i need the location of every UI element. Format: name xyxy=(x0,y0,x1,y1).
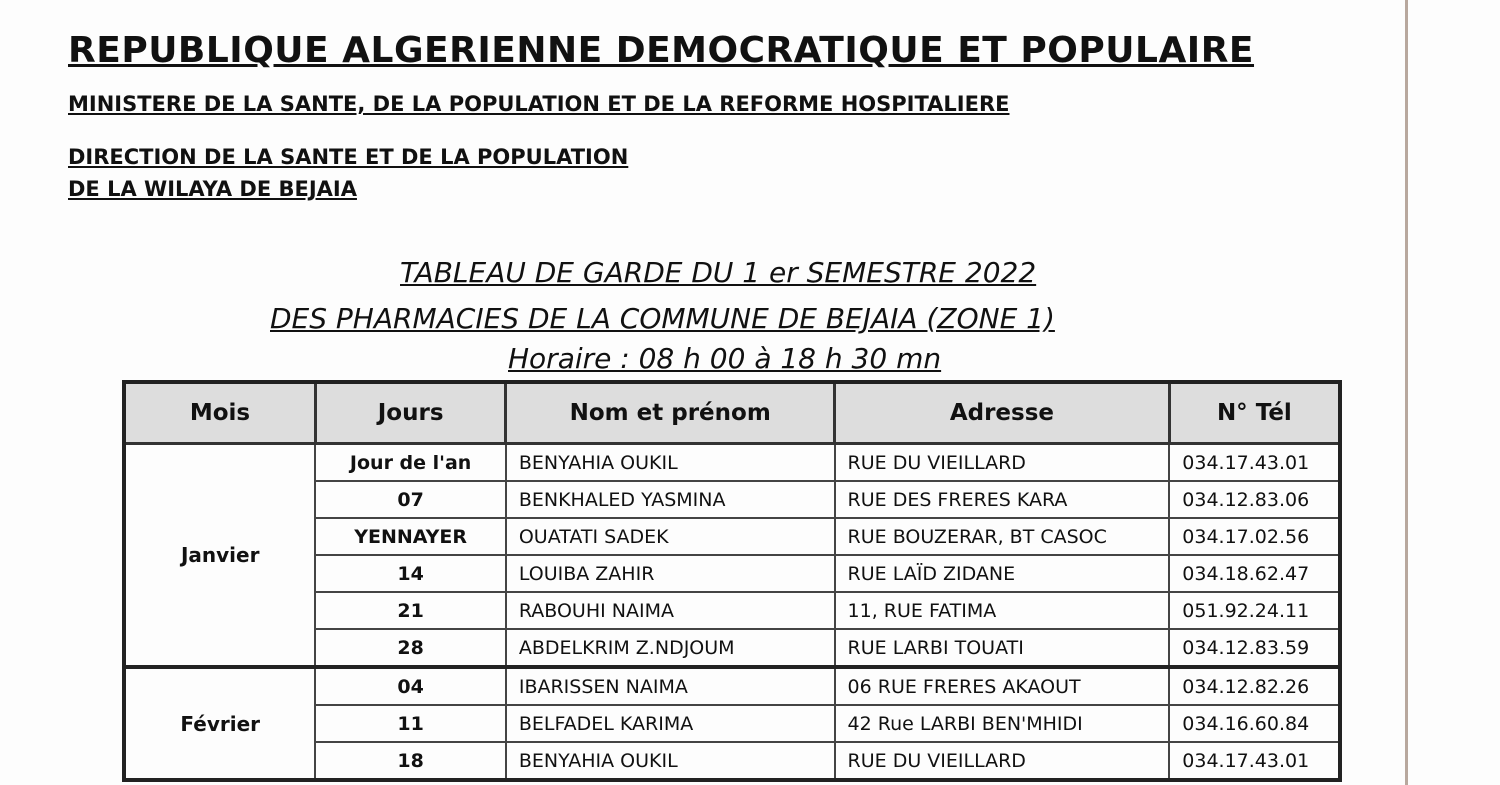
address-cell: 11, RUE FATIMA xyxy=(835,592,1170,629)
day-cell: 14 xyxy=(315,555,505,592)
header-ministry: MINISTERE DE LA SANTE, DE LA POPULATION ET DE LA REFORME HOSPITALIERE xyxy=(68,92,1010,116)
address-cell: RUE DU VIEILLARD xyxy=(835,444,1170,482)
address-cell: RUE LAÏD ZIDANE xyxy=(835,555,1170,592)
name-cell: OUATATI SADEK xyxy=(506,518,835,555)
phone-cell: 034.12.83.06 xyxy=(1169,481,1340,518)
schedule-hours: Horaire : 08 h 00 à 18 h 30 mn xyxy=(508,342,942,375)
column-header: Mois xyxy=(124,382,315,444)
phone-cell: 034.17.02.56 xyxy=(1169,518,1340,555)
address-cell: 42 Rue LARBI BEN'MHIDI xyxy=(835,705,1170,742)
table-row xyxy=(124,444,1340,482)
name-cell: LOUIBA ZAHIR xyxy=(506,555,835,592)
header-wilaya: DE LA WILAYA DE BEJAIA xyxy=(68,177,357,201)
column-header: N° Tél xyxy=(1169,382,1340,444)
day-cell: 28 xyxy=(315,629,505,667)
table-row xyxy=(124,667,1340,705)
column-header: Adresse xyxy=(835,382,1170,444)
address-cell: RUE DU VIEILLARD xyxy=(835,742,1170,780)
phone-cell: 051.92.24.11 xyxy=(1169,592,1340,629)
column-header: Jours xyxy=(315,382,505,444)
header-direction: DIRECTION DE LA SANTE ET DE LA POPULATION xyxy=(68,145,629,169)
phone-cell: 034.18.62.47 xyxy=(1169,555,1340,592)
day-cell: Jour de l'an xyxy=(315,444,505,482)
name-cell: BELFADEL KARIMA xyxy=(506,705,835,742)
page-edge-line xyxy=(1405,0,1408,785)
day-cell: 18 xyxy=(315,742,505,780)
name-cell: BENYAHIA OUKIL xyxy=(506,742,835,780)
phone-cell: 034.17.43.01 xyxy=(1169,444,1340,482)
document-title: TABLEAU DE GARDE DU 1 er SEMESTRE 2022 xyxy=(400,256,1037,289)
day-cell: 07 xyxy=(315,481,505,518)
name-cell: BENYAHIA OUKIL xyxy=(506,444,835,482)
name-cell: RABOUHI NAIMA xyxy=(506,592,835,629)
header-republic: REPUBLIQUE ALGERIENNE DEMOCRATIQUE ET POPULAIRE xyxy=(68,30,1255,71)
day-cell: 21 xyxy=(315,592,505,629)
duty-table xyxy=(122,380,1342,782)
phone-cell: 034.12.82.26 xyxy=(1169,667,1340,705)
column-header: Nom et prénom xyxy=(506,382,835,444)
name-cell: IBARISSEN NAIMA xyxy=(506,667,835,705)
month-cell: Janvier xyxy=(124,444,315,668)
document-subtitle: DES PHARMACIES DE LA COMMUNE DE BEJAIA (ZONE 1) xyxy=(270,302,1055,335)
name-cell: ABDELKRIM Z.NDJOUM xyxy=(506,629,835,667)
day-cell: YENNAYER xyxy=(315,518,505,555)
address-cell: RUE DES FRERES KARA xyxy=(835,481,1170,518)
address-cell: RUE BOUZERAR, BT CASOC xyxy=(835,518,1170,555)
phone-cell: 034.12.83.59 xyxy=(1169,629,1340,667)
phone-cell: 034.16.60.84 xyxy=(1169,705,1340,742)
phone-cell: 034.17.43.01 xyxy=(1169,742,1340,780)
address-cell: RUE LARBI TOUATI xyxy=(835,629,1170,667)
address-cell: 06 RUE FRERES AKAOUT xyxy=(835,667,1170,705)
day-cell: 04 xyxy=(315,667,505,705)
month-cell: Février xyxy=(124,667,315,780)
name-cell: BENKHALED YASMINA xyxy=(506,481,835,518)
day-cell: 11 xyxy=(315,705,505,742)
